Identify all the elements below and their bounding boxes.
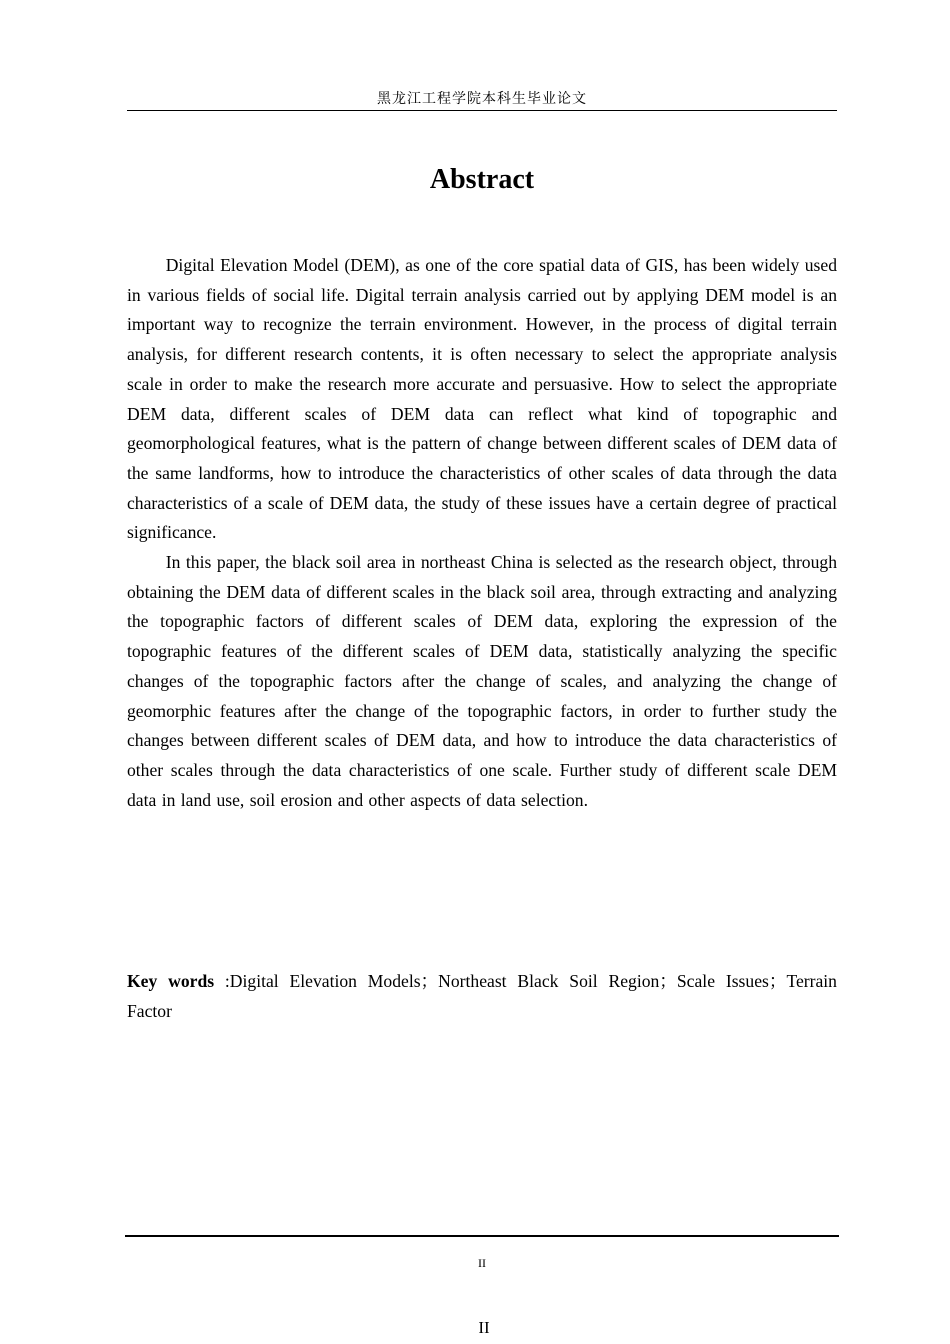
- footer-page-number: II: [478, 1256, 486, 1270]
- running-header: 黑龙江工程学院本科生毕业论文: [377, 91, 587, 107]
- keywords-label: Key words: [127, 971, 215, 991]
- footer-rule: [125, 1235, 839, 1237]
- abstract-paragraph-2: In this paper, the black soil area in northeast China is selected as the research object, through obtaining the DEM data of different scales in the black soil area, through extracting and analyzing the topographic factors of different scales of DEM data, exploring the expression of the topographic features of the different scales of DEM data, statistically analyzing the specific changes of the topographic factors after the change of scales, and analyzing the change of geomorphic features after the change of the topographic factors, in order to further study the changes between different scales of DEM data, and how to introduce the data characteristics of other scales through the data characteristics of one scale. Further study of different scale DEM data in land use, soil erosion and other aspects of data selection.: [127, 552, 837, 810]
- abstract-title: Abstract: [429, 164, 535, 195]
- bottom-page-number: II: [478, 1318, 490, 1337]
- header-rule: [127, 110, 837, 111]
- abstract-body: [127, 251, 837, 815]
- keywords: [127, 966, 837, 1026]
- keywords-text: :Digital Elevation Models；Northeast Black Soil Region；Scale Issues；Terrain Factor: [127, 971, 837, 1021]
- abstract-paragraph-1: Digital Elevation Model (DEM), as one of the core spatial data of GIS, has been widely used in various fields of social life. Digital terrain analysis carried out by applying DEM model is an important way to recognize the terrain environment. However, in the process of digital terrain analysis, for different research contents, it is often necessary to select the appropriate analysis scale in order to make the research more accurate and persuasive. How to select the appropriate DEM data, different scales of DEM data can reflect what kind of topographic and geomorphological features, what is the pattern of change between different scales of DEM data of the same landforms, how to introduce the characteristics of other scales of data through the data characteristics of a scale of DEM data, the study of these issues have a certain degree of practical significance.: [127, 255, 837, 543]
